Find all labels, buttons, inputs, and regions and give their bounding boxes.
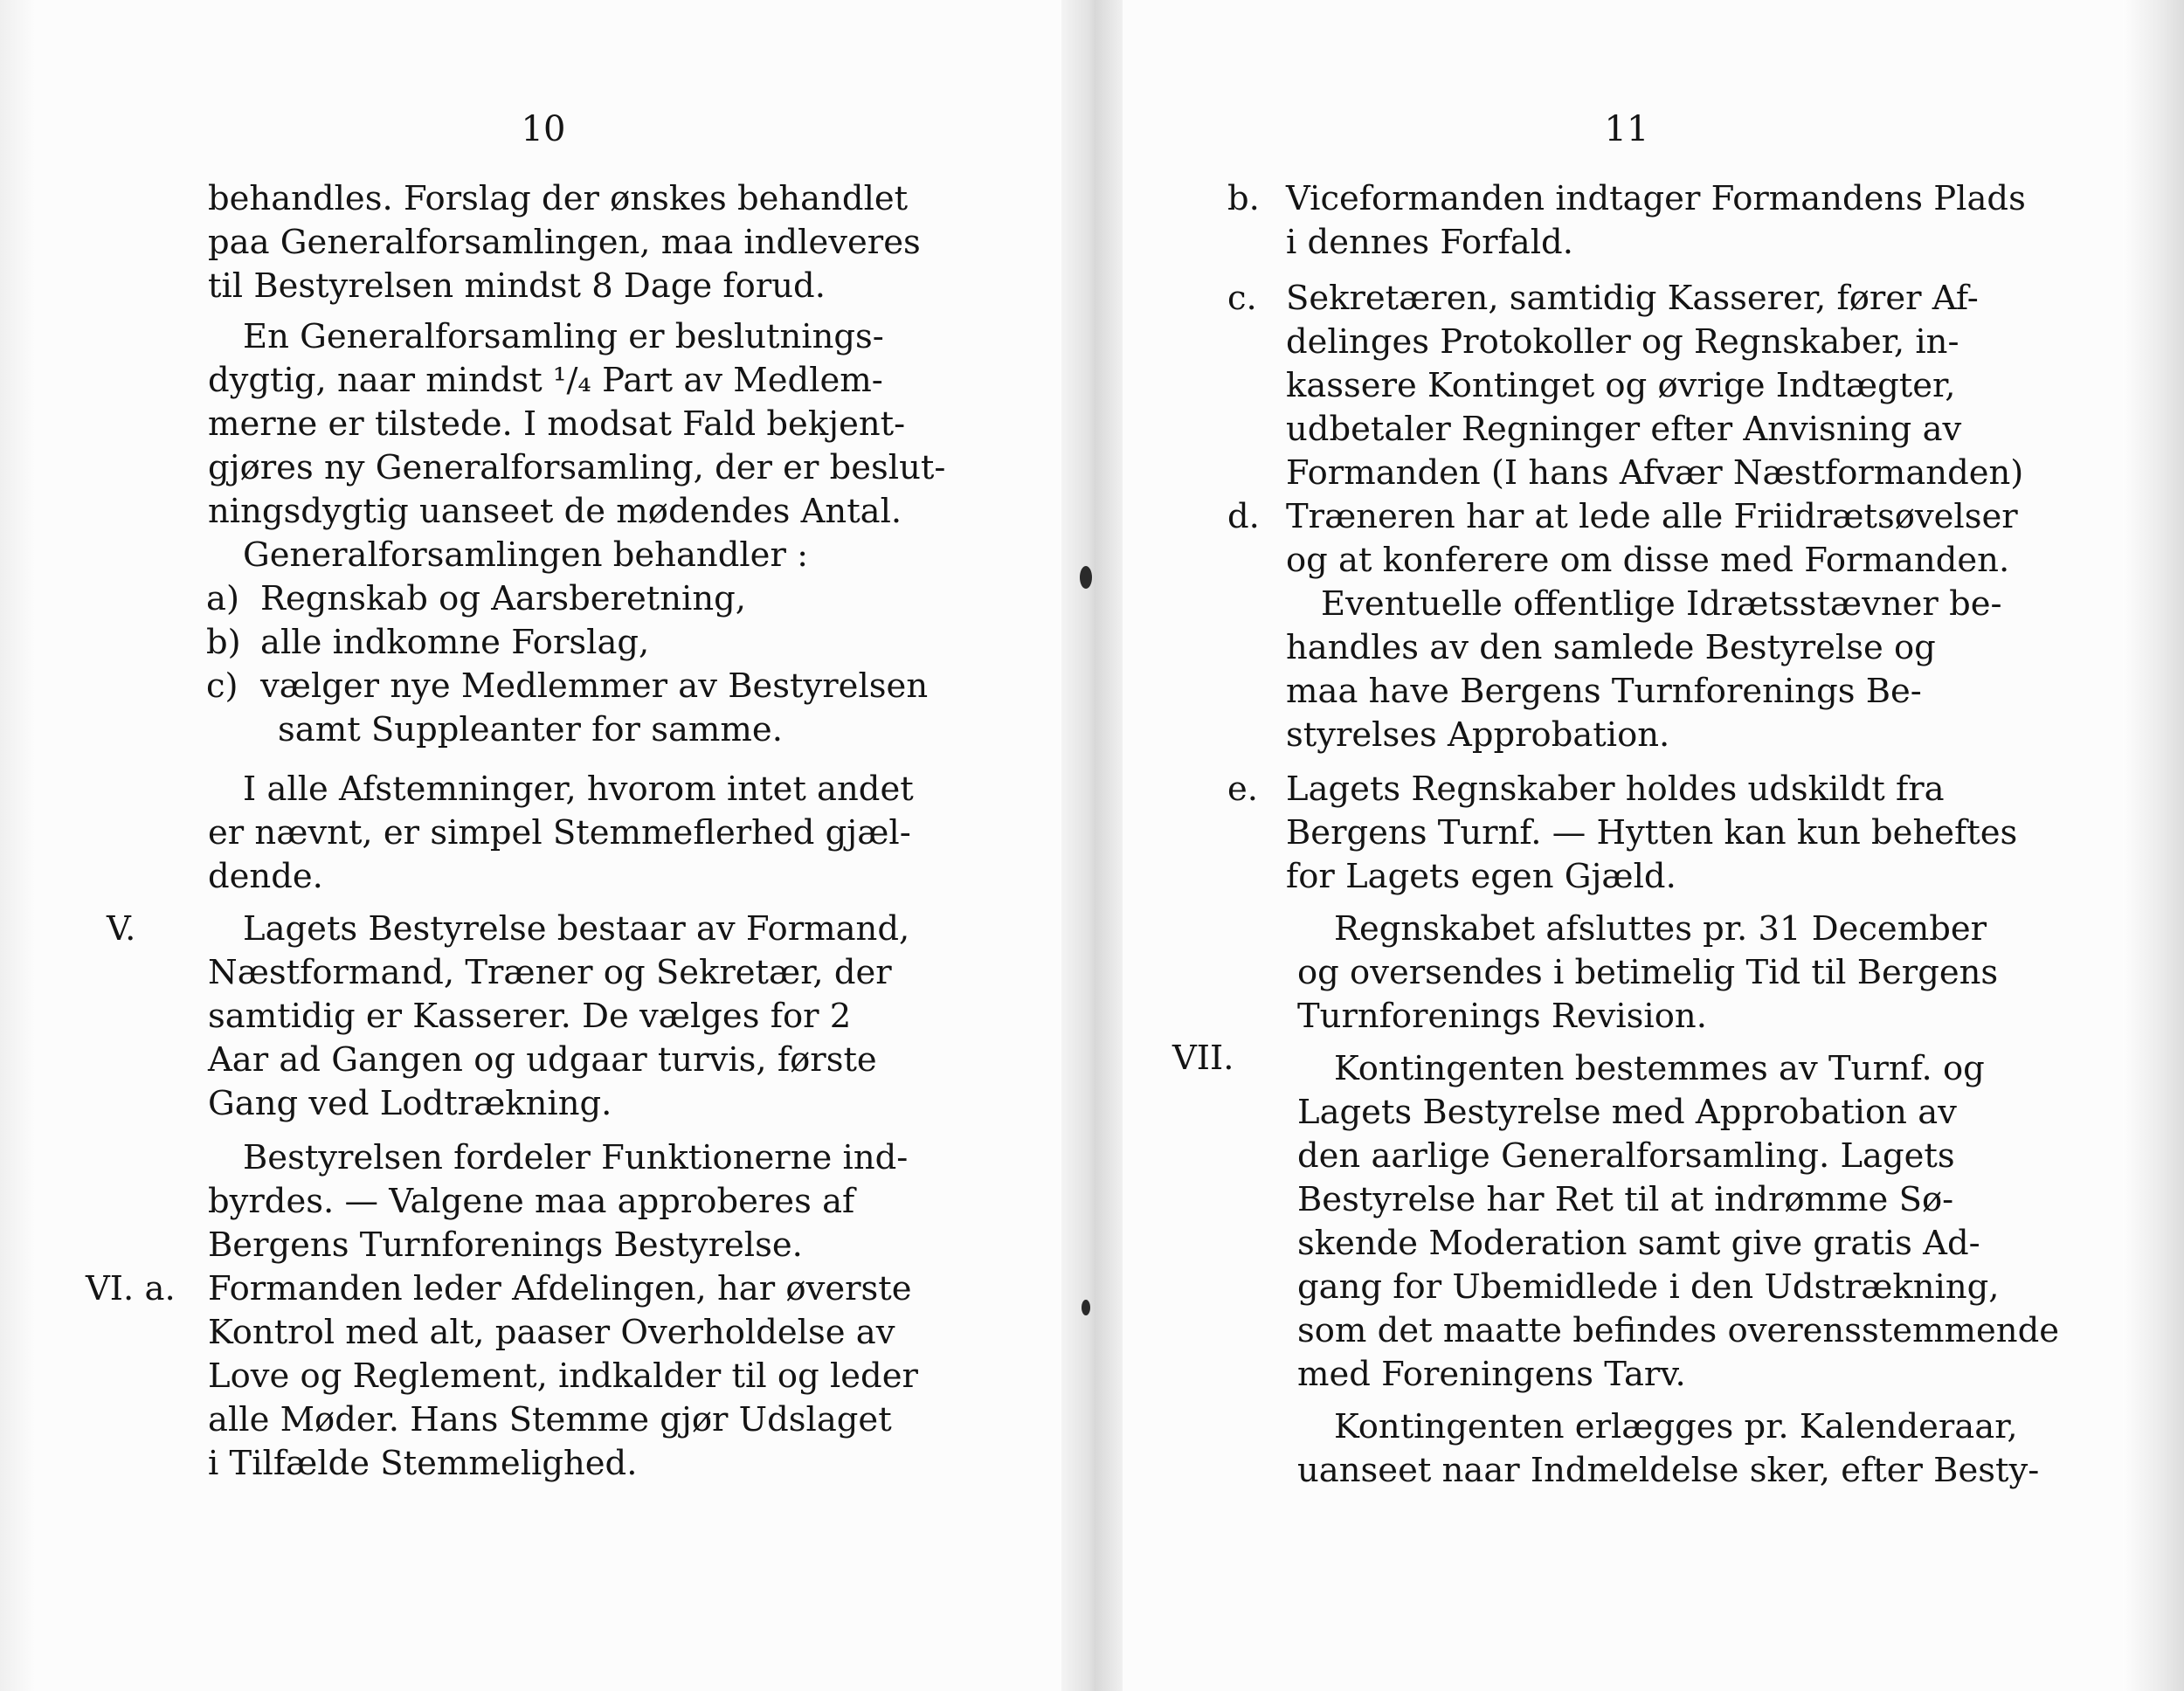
text-line: maa have Bergens Turnforenings Be- xyxy=(1286,672,1922,711)
text-line: samt Suppleanter for samme. xyxy=(278,710,783,749)
text-line: den aarlige Generalforsamling. Lagets xyxy=(1297,1136,1955,1176)
text-line: Bestyrelse har Ret til at indrømme Sø- xyxy=(1297,1180,1954,1219)
text-line: gang for Ubemidlede i den Udstrækning, xyxy=(1297,1267,2000,1307)
text-line: I alle Afstemninger, hvorom intet andet xyxy=(243,770,914,809)
page-number: 10 xyxy=(521,109,566,149)
text-line: for Lagets egen Gjæld. xyxy=(1286,857,1676,896)
right-page xyxy=(1123,0,2184,1691)
text-line: er nævnt, er simpel Stemmeflerhed gjæl- xyxy=(208,813,911,852)
list-marker: e. xyxy=(1227,770,1259,809)
text-line: med Foreningens Tarv. xyxy=(1297,1355,1686,1394)
text-line: En Generalforsamling er beslutnings- xyxy=(243,317,884,356)
text-line: handles av den samlede Bestyrelse og xyxy=(1286,628,1936,667)
text-line: Træneren har at lede alle Friidrætsøvelser xyxy=(1286,497,2018,536)
text-line: som det maatte befindes overensstemmende xyxy=(1297,1311,2060,1350)
section-number: V. xyxy=(107,909,136,949)
list-marker: b) xyxy=(206,623,241,662)
text-line: samtidig er Kasserer. De vælges for 2 xyxy=(208,997,852,1036)
page-number: 11 xyxy=(1604,109,1649,149)
text-line: byrdes. — Valgene maa approberes af xyxy=(208,1182,855,1221)
text-line: Lagets Regnskaber holdes udskildt fra xyxy=(1286,770,1945,809)
list-marker: b. xyxy=(1227,179,1260,218)
text-line: Lagets Bestyrelse bestaar av Formand, xyxy=(243,909,910,949)
text-line: Bestyrelsen fordeler Funktionerne ind- xyxy=(243,1138,909,1177)
text-line: kassere Kontinget og øvrige Indtægter, xyxy=(1286,366,1956,405)
text-line: udbetaler Regninger efter Anvisning av xyxy=(1286,410,1962,449)
text-line: Bergens Turnf. — Hytten kan kun beheftes xyxy=(1286,813,2018,852)
text-line: til Bestyrelsen mindst 8 Dage forud. xyxy=(208,266,826,306)
text-line: skende Moderation samt give gratis Ad- xyxy=(1297,1224,1980,1263)
ink-blemish xyxy=(1082,1300,1090,1315)
ink-blemish xyxy=(1080,566,1092,589)
book-gutter xyxy=(1061,0,1123,1691)
text-line: ningsdygtig uanseet de mødendes Antal. xyxy=(208,492,902,531)
text-line: Regnskabet afsluttes pr. 31 December xyxy=(1334,909,1987,949)
text-line: Eventuelle offentlige Idrætsstævner be- xyxy=(1321,584,2002,624)
list-marker: a) xyxy=(206,579,239,618)
text-line: og at konferere om disse med Formanden. xyxy=(1286,541,2010,580)
text-line: Formanden leder Afdelingen, har øverste xyxy=(208,1269,912,1308)
text-line: styrelses Approbation. xyxy=(1286,715,1670,755)
text-line: i Tilfælde Stemmelighed. xyxy=(208,1444,638,1483)
text-line: Kontingenten bestemmes av Turnf. og xyxy=(1334,1049,1985,1088)
text-line: Regnskab og Aarsberetning, xyxy=(260,579,746,618)
text-line: alle indkomne Forslag, xyxy=(260,623,650,662)
text-line: Bergens Turnforenings Bestyrelse. xyxy=(208,1225,803,1265)
text-line: Kontingenten erlægges pr. Kalenderaar, xyxy=(1334,1407,2018,1446)
text-line: Aar ad Gangen og udgaar turvis, første xyxy=(208,1040,877,1080)
text-line: Kontrol med alt, paaser Overholdelse av xyxy=(208,1313,895,1352)
text-line: Næstformand, Træner og Sekretær, der xyxy=(208,953,892,992)
text-line: vælger nye Medlemmer av Bestyrelsen xyxy=(260,666,929,706)
text-line: dende. xyxy=(208,857,323,896)
text-line: merne er tilstede. I modsat Fald bekjent- xyxy=(208,404,906,444)
text-line: alle Møder. Hans Stemme gjør Udslaget xyxy=(208,1400,892,1439)
text-line: Formanden (I hans Afvær Næstformanden) xyxy=(1286,453,2024,493)
text-line: Viceformanden indtager Formandens Plads xyxy=(1286,179,2026,218)
text-line: Lagets Bestyrelse med Approbation av xyxy=(1297,1093,1957,1132)
section-number: VI. a. xyxy=(86,1269,176,1308)
text-line: paa Generalforsamlingen, maa indleveres xyxy=(208,223,921,262)
text-line: gjøres ny Generalforsamling, der er beslut- xyxy=(208,448,946,487)
text-line: Gang ved Lodtrækning. xyxy=(208,1084,612,1123)
text-line: og oversendes i betimelig Tid til Bergens xyxy=(1297,953,1999,992)
text-line: behandles. Forslag der ønskes behandlet xyxy=(208,179,909,218)
section-number: VII. xyxy=(1172,1039,1234,1078)
text-line: dygtig, naar mindst ¹/₄ Part av Medlem- xyxy=(208,361,883,400)
text-line: delinges Protokoller og Regnskaber, in- xyxy=(1286,322,1959,362)
left-page xyxy=(0,0,1061,1691)
text-line: Turnforenings Revision. xyxy=(1297,997,1707,1036)
text-line: Generalforsamlingen behandler : xyxy=(243,535,809,575)
text-line: Love og Reglement, indkalder til og leder xyxy=(208,1356,918,1396)
list-marker: c. xyxy=(1227,279,1257,318)
list-marker: d. xyxy=(1227,497,1260,536)
text-line: uanseet naar Indmeldelse sker, efter Besty- xyxy=(1297,1451,2040,1490)
list-marker: c) xyxy=(206,666,238,706)
text-line: Sekretæren, samtidig Kasserer, fører Af- xyxy=(1286,279,1979,318)
text-line: i dennes Forfald. xyxy=(1286,223,1573,262)
